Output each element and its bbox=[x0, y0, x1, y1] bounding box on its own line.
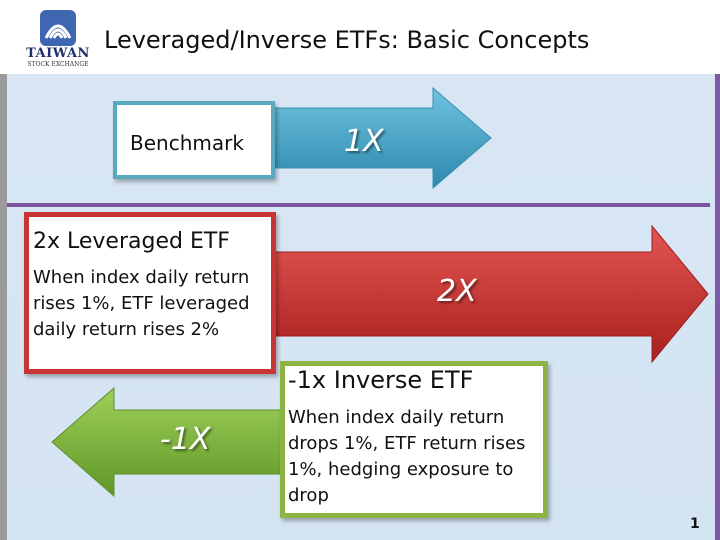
inverse-multiplier: -1X bbox=[160, 422, 211, 457]
inverse-title: -1x Inverse ETF bbox=[288, 366, 474, 394]
benchmark-label: Benchmark bbox=[130, 131, 244, 155]
logo-wordmark: TAIWAN bbox=[26, 46, 90, 61]
left-accent-bar bbox=[0, 74, 7, 540]
logo-subtitle: STOCK EXCHANGE bbox=[27, 61, 89, 68]
exchange-logo bbox=[16, 8, 100, 70]
leveraged-arrow bbox=[260, 224, 712, 364]
page-number: 1 bbox=[690, 516, 700, 532]
benchmark-multiplier: 1X bbox=[344, 124, 384, 159]
slide-header bbox=[0, 0, 720, 74]
divider-line bbox=[7, 203, 710, 207]
leveraged-multiplier: 2X bbox=[437, 274, 477, 309]
page-title: Leveraged/Inverse ETFs: Basic Concepts bbox=[104, 26, 590, 54]
logo-emblem-icon bbox=[16, 8, 100, 48]
leveraged-description: When index daily return rises 1%, ETF leveraged daily return rises 2% bbox=[33, 267, 250, 340]
inverse-description: When index daily return drops 1%, ETF return rises 1%, hedging exposure to drop bbox=[288, 407, 526, 506]
leveraged-title: 2x Leveraged ETF bbox=[33, 229, 230, 254]
